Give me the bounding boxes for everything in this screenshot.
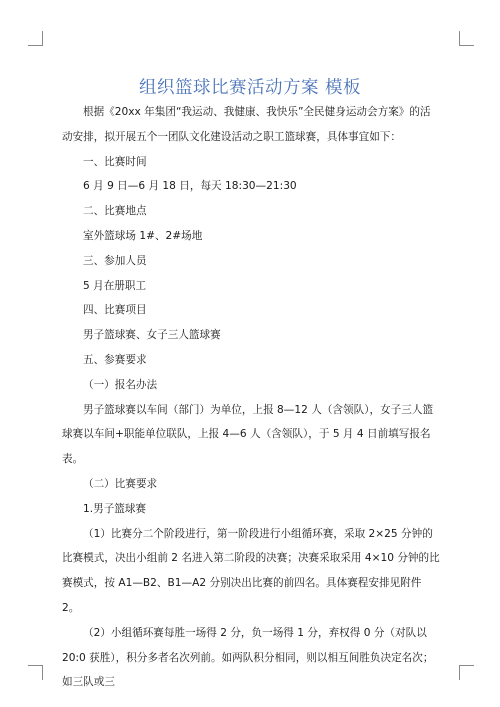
paragraph: 根据《20xx 年集团“我运动、我健康、我快乐”全民健身运动会方案》的活动安排，拟开展五个一团队文化建设活动之职工篮球赛，具体事宜如下： (62, 106, 431, 143)
paragraph: 三、参加人员 (83, 254, 147, 267)
paragraph: 五、参赛要求 (83, 353, 147, 366)
paragraph: 1.男子篮球赛 (83, 502, 147, 515)
paragraph: 男子篮球赛以车间（部门）为单位，上报 8—12 人（含领队），女子三人篮球赛以车间+职能单位联队，上报 4—6 人（含领队），于 5 月 4 日前填写报名表。 (62, 403, 434, 466)
paragraph: （二）比赛要求 (83, 477, 158, 490)
paragraph: （一）报名办法 (83, 378, 158, 391)
paragraph: 一、比赛时间 (83, 155, 147, 168)
paragraph: （2）小组循环赛每胜一场得 2 分，负一场得 1 分，弃权得 0 分（对队以 20:0 获胜），积分多者名次列前。如两队积分相同，则以相互间胜负决定名次；如三队或三 (62, 626, 434, 689)
document-body (62, 100, 440, 695)
crop-mark-bottom-right (459, 665, 474, 680)
document-title: 组织篮球比赛活动方案 模板 (138, 77, 362, 98)
paragraph: 四、比赛项目 (83, 304, 147, 317)
paragraph: 6 月 9 日—6 月 18 日，每天 18:30—21:30 (83, 180, 297, 193)
crop-mark-top-right (459, 31, 474, 46)
paragraph: 男子篮球赛、女子三人篮球赛 (83, 329, 221, 342)
paragraph: 5 月在册职工 (83, 279, 147, 292)
crop-mark-top-left (28, 31, 43, 46)
crop-mark-bottom-left (28, 665, 43, 680)
paragraph: 室外篮球场 1#、2#场地 (83, 229, 203, 242)
paragraph: （1）比赛分二个阶段进行，第一阶段进行小组循环赛，采取 2×25 分钟的比赛模式，决出小组前 2 名进入第二阶段的决赛；决赛采取采用 4×10 分钟的比赛模式，按 A1—B2、B1—A2 分别决出比赛的前四名。具体赛程安排见附件 2。 (62, 527, 440, 614)
paragraph: 二、比赛地点 (83, 205, 147, 218)
